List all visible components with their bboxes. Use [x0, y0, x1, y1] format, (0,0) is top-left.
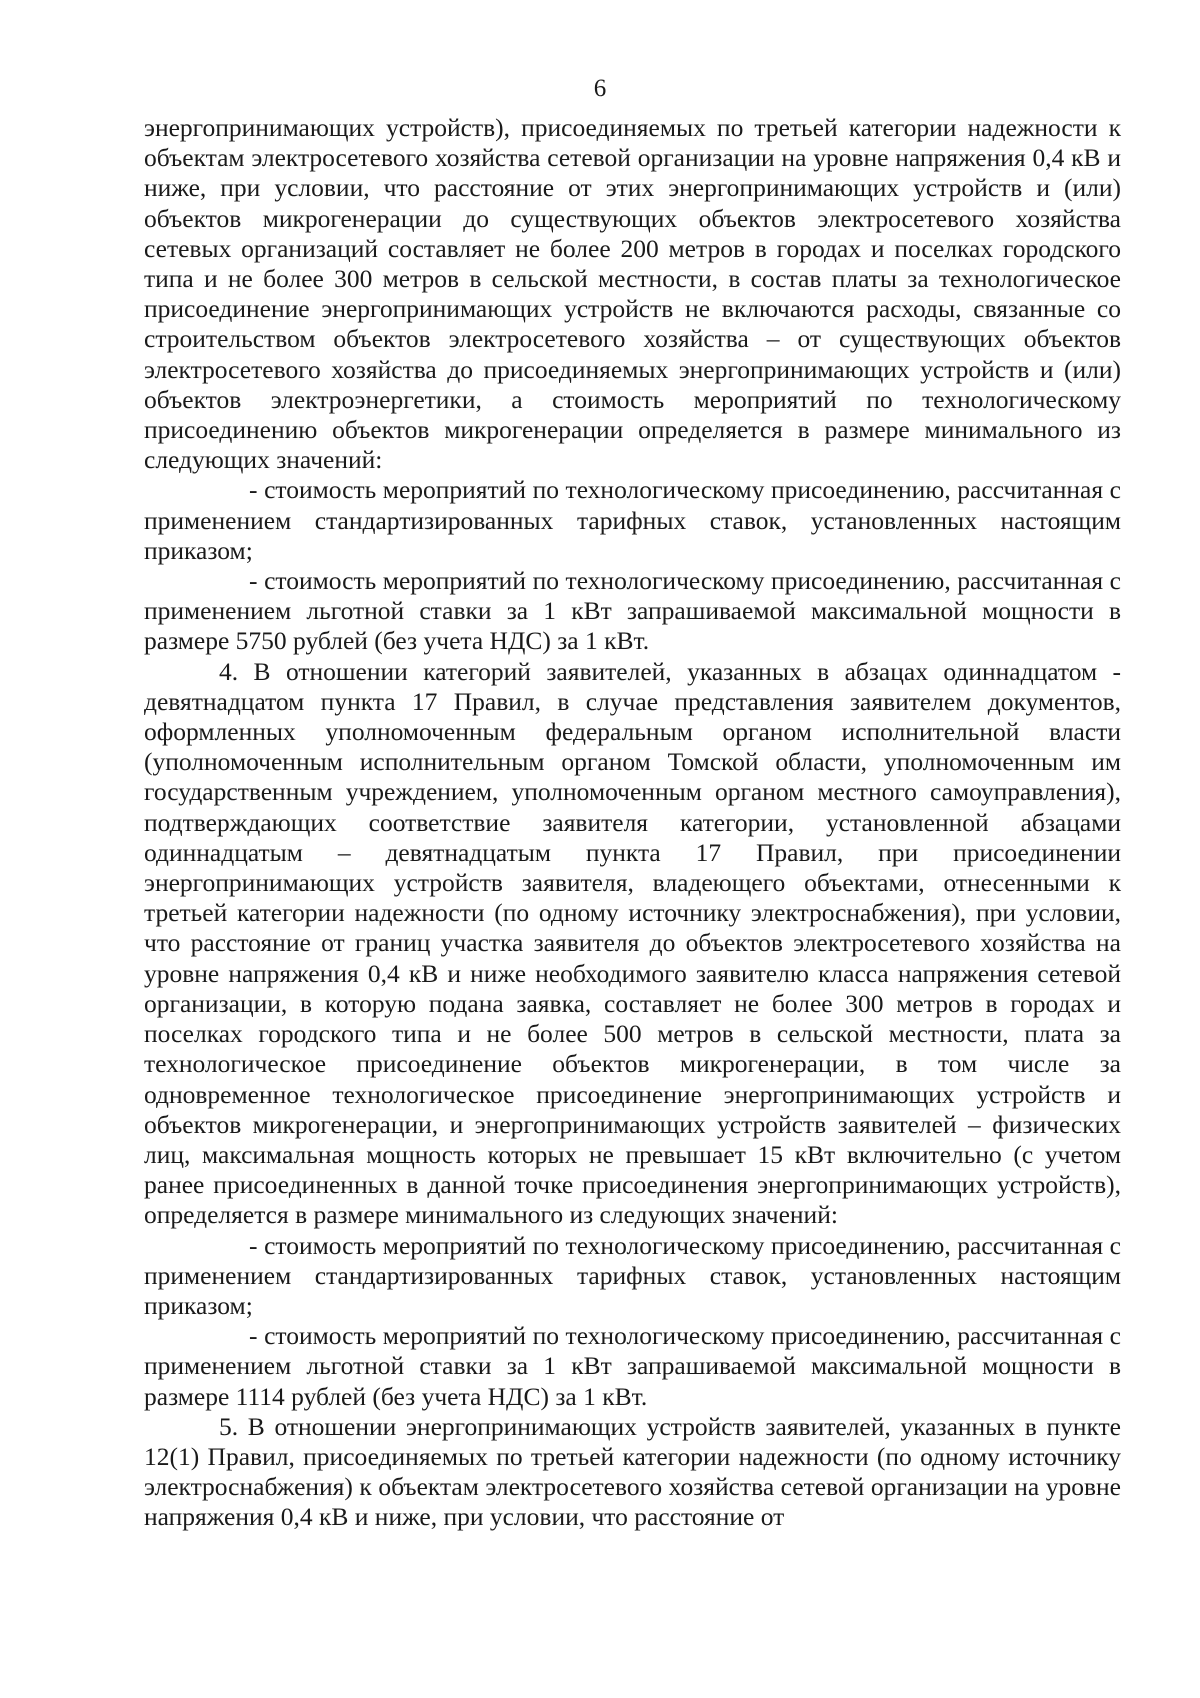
list-item-preferential-rate: - стоимость мероприятий по технологическому присоединению, рассчитанная с применением льготной ставки за 1 кВт запрашиваемой максимальной мощности в размере 1114 рублей (без учета НДС) за 1 кВт.	[144, 1321, 1121, 1411]
paragraph-continuation: энергопринимающих устройств), присоединяемых по третьей категории надежности к объектам электросетевого хозяйства сетевой организации на уровне напряжения 0,4 кВ и ниже, при условии, что расстояние от этих энергопринимающих устройств и (или) объектов микрогенерации до существующих объектов электросетевого хозяйства сетевых организаций составляет не более 200 метров в городах и поселках городского типа и не более 300 метров в сельской местности, в состав платы за технологическое присоединение энергопринимающих устройств не включаются расходы, связанные со строительством объектов электросетевого хозяйства – от существующих объектов электросетевого хозяйства до присоединяемых энергопринимающих устройств и (или) объектов электроэнергетики, а стоимость мероприятий по технологическому присоединению объектов микрогенерации определяется в размере минимального из следующих значений:	[144, 113, 1121, 475]
document-body	[144, 113, 1121, 1533]
clause-5: 5. В отношении энергопринимающих устройств заявителей, указанных в пункте 12(1) Правил, присоединяемых по третьей категории надежности (по одному источнику электроснабжения) к объектам электросетевого хозяйства сетевой организации на уровне напряжения 0,4 кВ и ниже, при условии, что расстояние от	[144, 1411, 1121, 1532]
clause-4: 4. В отношении категорий заявителей, указанных в абзацах одиннадцатом - девятнадцатом пункта 17 Правил, в случае представления заявителем документов, оформленных уполномоченным федеральным органом исполнительной власти (уполномоченным исполнительным органом Томской области, уполномоченным им государственным учреждением, уполномоченным органом местного самоуправления), подтверждающих соответствие заявителя категории, установленной абзацами одиннадцатым – девятнадцатым пункта 17 Правил, при присоединении энергопринимающих устройств заявителя, владеющего объектами, отнесенными к третьей категории надежности (по одному источнику электроснабжения), при условии, что расстояние от границ участка заявителя до объектов электросетевого хозяйства на уровне напряжения 0,4 кВ и ниже необходимого заявителю класса напряжения сетевой организации, в которую подана заявка, составляет не более 300 метров в городах и поселках городского типа и не более 500 метров в сельской местности, плата за технологическое присоединение объектов микрогенерации, в том числе за одновременное технологическое присоединение энергопринимающих устройств и объектов микрогенерации, и энергопринимающих устройств заявителей – физических лиц, максимальная мощность которых не превышает 15 кВт включительно (с учетом ранее присоединенных в данной точке присоединения энергопринимающих устройств), определяется в размере минимального из следующих значений:	[144, 656, 1121, 1230]
list-item-standard-rate: - стоимость мероприятий по технологическому присоединению, рассчитанная с применением стандартизированных тарифных ставок, установленных настоящим приказом;	[144, 1230, 1121, 1320]
page-number: 6	[593, 75, 607, 102]
list-item-standard-rate: - стоимость мероприятий по технологическому присоединению, рассчитанная с применением стандартизированных тарифных ставок, установленных настоящим приказом;	[144, 475, 1121, 565]
list-item-preferential-rate: - стоимость мероприятий по технологическому присоединению, рассчитанная с применением льготной ставки за 1 кВт запрашиваемой максимальной мощности в размере 5750 рублей (без учета НДС) за 1 кВт.	[144, 566, 1121, 656]
